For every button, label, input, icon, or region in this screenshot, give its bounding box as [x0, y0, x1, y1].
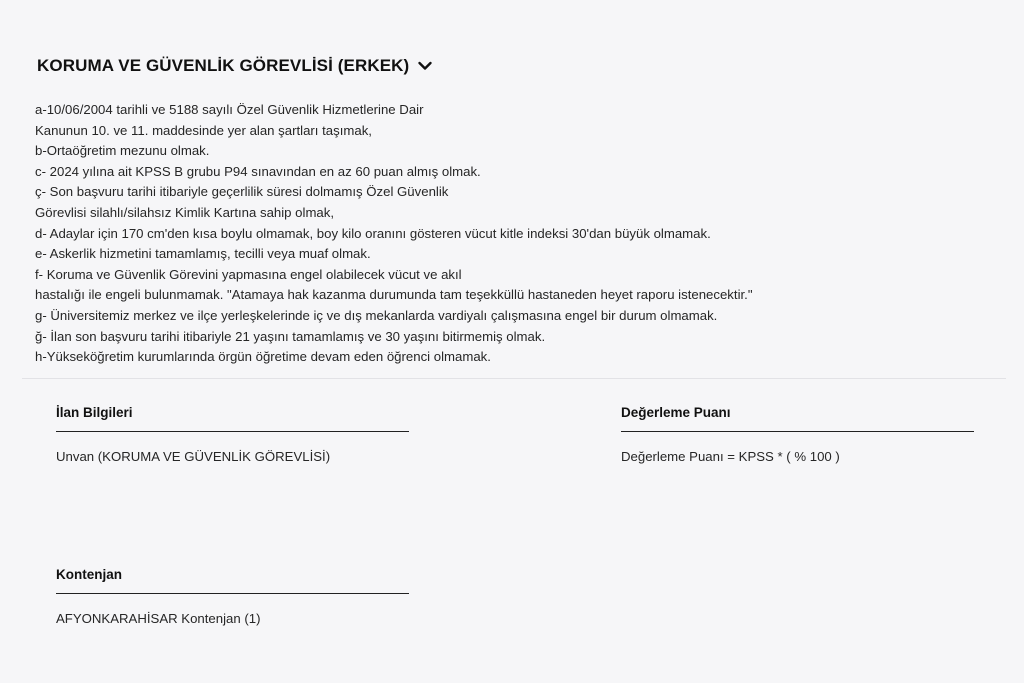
- ilan-bilgileri-value: Unvan (KORUMA VE GÜVENLİK GÖREVLİSİ): [56, 449, 331, 464]
- kontenjan-value: AFYONKARAHİSAR Kontenjan (1): [56, 611, 261, 626]
- requirements-list: [35, 100, 935, 368]
- ilan-bilgileri-title: İlan Bilgileri: [56, 403, 409, 432]
- section-divider: [22, 378, 1006, 379]
- requirement-line: f- Koruma ve Güvenlik Görevini yapmasına engel olabilecek vücut ve akıl: [35, 266, 462, 282]
- requirement-line: b-Ortaöğretim mezunu olmak.: [35, 143, 210, 159]
- chevron-down-icon[interactable]: [417, 58, 433, 74]
- kontenjan-section: [56, 565, 409, 626]
- requirement-line: hastalığı ile engeli bulunmamak. "Atamaya hak kazanma durumunda tam teşekküllü hastaneden heyet raporu istenecektir.": [35, 287, 753, 303]
- requirement-line: c- 2024 yılına ait KPSS B grubu P94 sınavından en az 60 puan almış olmak.: [35, 163, 481, 179]
- requirement-line: a-10/06/2004 tarihli ve 5188 sayılı Özel Güvenlik Hizmetlerine Dair: [35, 102, 424, 117]
- requirement-line: h-Yükseköğretim kurumlarında örgün öğretime devam eden öğrenci olmamak.: [35, 349, 491, 365]
- degerleme-puani-section: [621, 403, 974, 464]
- job-title: KORUMA VE GÜVENLİK GÖREVLİSİ (ERKEK): [37, 56, 410, 75]
- ilan-bilgileri-section: [56, 403, 409, 464]
- degerleme-puani-value: Değerleme Puanı = KPSS * ( % 100 ): [621, 449, 840, 464]
- kontenjan-title: Kontenjan: [56, 565, 409, 594]
- requirement-line: Görevlisi silahlı/silahsız Kimlik Kartına sahip olmak,: [35, 204, 335, 220]
- requirement-line: Kanunun 10. ve 11. maddesinde yer alan şartları taşımak,: [35, 122, 372, 138]
- requirement-line: g- Üniversitemiz merkez ve ilçe yerleşkelerinde iç ve dış mekanlarda vardiyalı çalışmasına engel bir durum olmamak.: [35, 307, 718, 323]
- degerleme-puani-title: Değerleme Puanı: [621, 403, 974, 432]
- job-title-toggle[interactable]: [37, 56, 433, 76]
- requirement-line: e- Askerlik hizmetini tamamlamış, tecilli veya muaf olmak.: [35, 246, 371, 262]
- requirement-line: d- Adaylar için 170 cm'den kısa boylu olmamak, boy kilo oranını gösteren vücut kitle indeksi 30'dan büyük olmamak.: [35, 225, 711, 241]
- requirement-line: ç- Son başvuru tarihi itibariyle geçerlilik süresi dolmamış Özel Güvenlik: [35, 184, 449, 200]
- requirement-line: ğ- İlan son başvuru tarihi itibariyle 21 yaşını tamamlamış ve 30 yaşını bitirmemiş olmak.: [35, 328, 546, 344]
